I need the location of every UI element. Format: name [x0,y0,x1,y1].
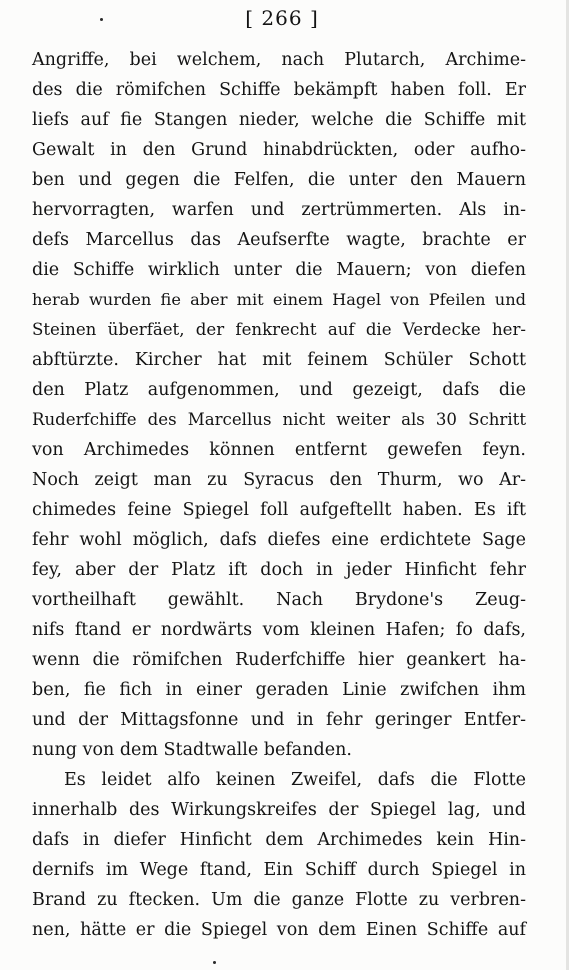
text-line: wenn die römifchen Ruderfchiffe hier geankert ha- [32,650,526,670]
text-line: und der Mittagsfonne und in fehr geringer Entfer- [32,710,526,730]
body-text [32,45,526,945]
text-line: Es leidet alfo keinen Zweifel, dafs die Flotte [64,770,526,790]
text-line: liefs auf fie Stangen nieder, welche die Schiffe mit [32,110,526,130]
text-line: dernifs im Wege ftand, Ein Schiff durch Spiegel in [32,860,526,880]
text-line: Steinen überfäet, der fenkrecht auf die Verdecke her- [32,320,526,339]
text-line: den Platz aufgenommen, und gezeigt, dafs die [32,380,526,400]
text-line: hervorragten, warfen und zertrümmerten. Als in- [32,200,526,220]
text-line: nung von dem Stadtwalle befanden. [32,740,352,760]
text-line: nen, hätte er die Spiegel von dem Einen Schiffe auf [32,920,526,940]
print-speck [100,18,103,21]
text-line: nifs ftand er nordwärts vom kleinen Hafen; fo dafs, [32,620,526,640]
text-line: Brand zu ftecken. Um die ganze Flotte zu verbren- [32,890,526,910]
text-line: innerhalb des Wirkungskreifes der Spiegel lag, und [32,800,526,820]
text-line: Angriffe, bei welchem, nach Plutarch, Archime- [32,50,526,70]
text-line: herab wurden fie aber mit einem Hagel von Pfeilen und [32,290,526,309]
text-line: fey, aber der Platz ift doch in jeder Hinficht fehr [32,560,526,580]
text-line: von Archimedes können entfernt gewefen feyn. [32,440,526,460]
text-line: dafs in diefer Hinficht dem Archimedes kein Hin- [32,830,526,850]
page-number: [ 266 ] [245,6,319,30]
text-line: des die römifchen Schiffe bekämpft haben foll. Er [32,80,526,100]
text-line: fehr wohl möglich, dafs diefes eine erdichtete Sage [32,530,526,550]
text-line: Gewalt in den Grund hinabdrückten, oder aufho- [32,140,526,160]
page-header [0,4,569,32]
text-line: abftürzte. Kircher hat mit feinem Schüler Schott [32,350,526,370]
text-line: die Schiffe wirklich unter die Mauern; von diefen [32,260,526,280]
text-line: defs Marcellus das Aeufserfte wagte, brachte er [32,230,526,250]
text-line: ben und gegen die Felfen, die unter den Mauern [32,170,526,190]
print-speck [213,961,216,964]
text-line: vortheilhaft gewählt. Nach Brydone's Zeug- [32,590,526,610]
text-line: Noch zeigt man zu Syracus den Thurm, wo Ar- [32,470,526,490]
text-line: chimedes feine Spiegel foll aufgeftellt haben. Es ift [32,500,526,520]
text-line: Ruderfchiffe des Marcellus nicht weiter als 30 Schritt [32,410,526,429]
text-line: ben, fie fich in einer geraden Linie zwifchen ihm [32,680,526,700]
